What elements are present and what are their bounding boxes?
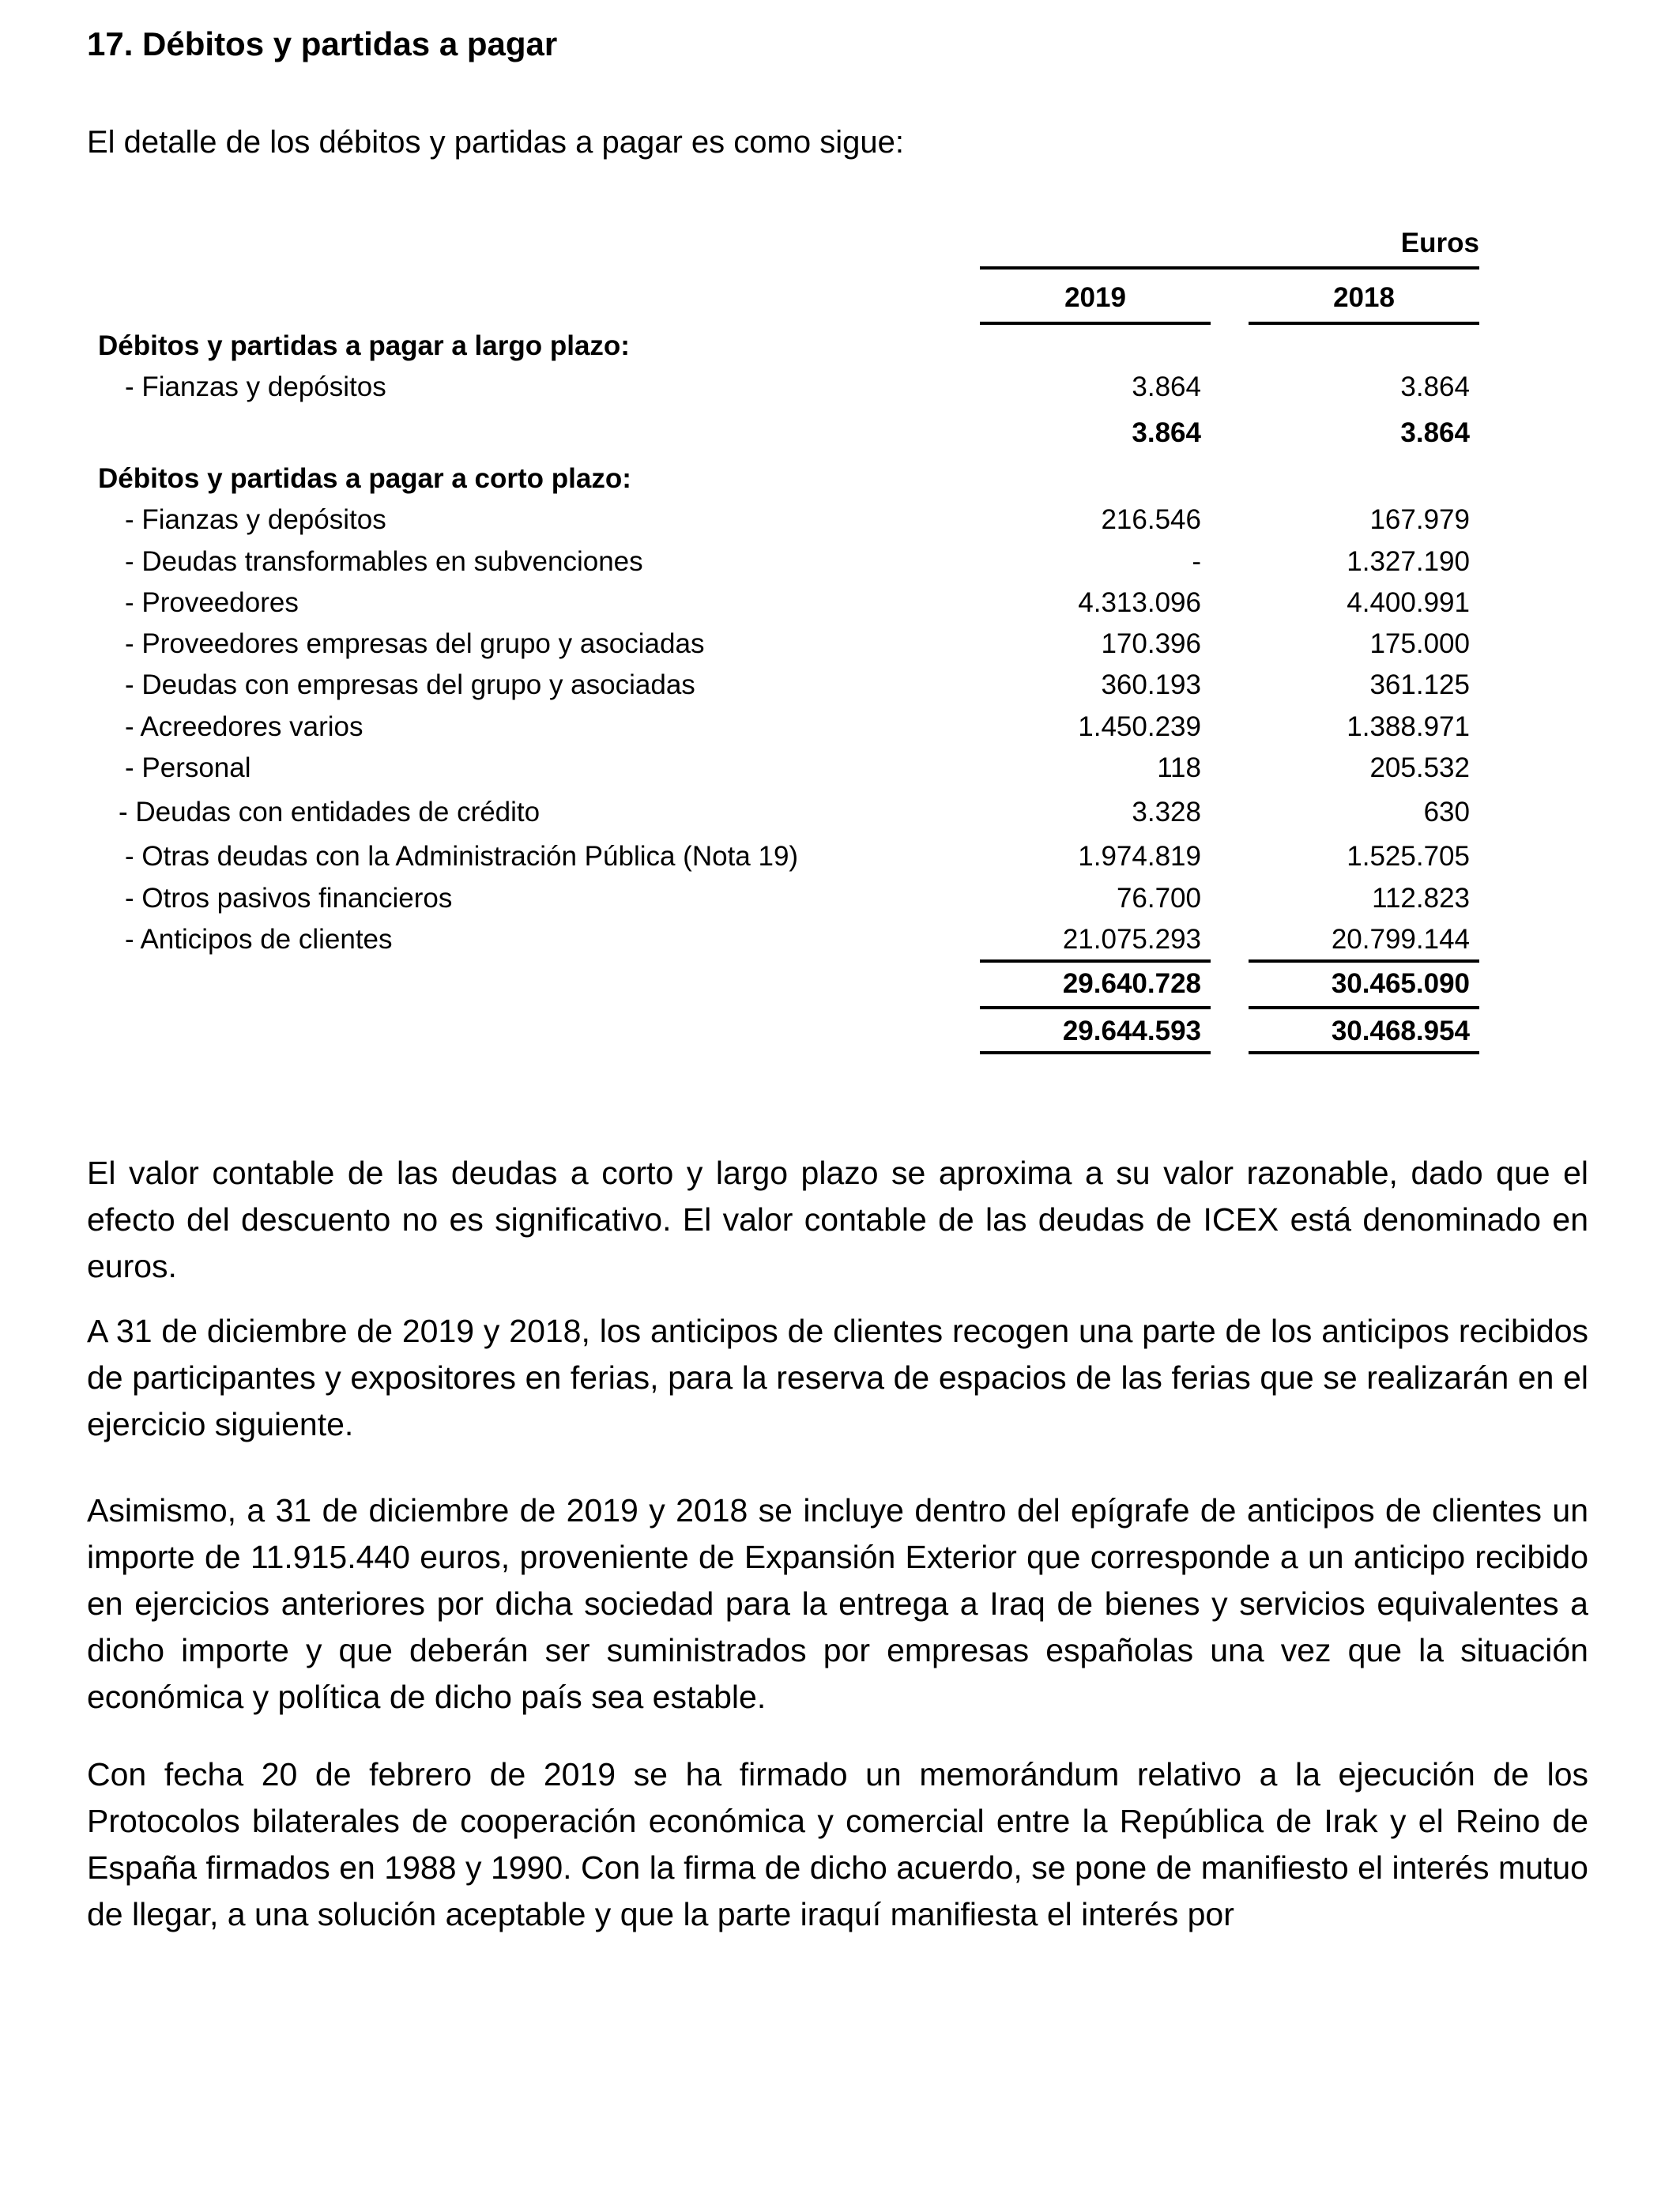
table-cell-2018: 112.823: [1372, 883, 1470, 914]
table-cell-2019: 1.450.239: [1078, 711, 1201, 742]
table-row-label: - Personal: [125, 752, 251, 783]
grand-total-2019: 29.644.593: [1062, 1016, 1201, 1046]
table-row-label: - Deudas con empresas del grupo y asociadas: [125, 669, 695, 700]
table-row-label: - Acreedores varios: [125, 711, 363, 742]
table-cell-2018: 205.532: [1369, 752, 1470, 783]
short-term-title: Débitos y partidas a pagar a corto plazo:: [98, 463, 631, 494]
table-cell-2019: 118: [1157, 752, 1201, 783]
table-row-label: - Anticipos de clientes: [125, 924, 393, 955]
short-term-subtotal-2018: 30.465.090: [1331, 968, 1470, 999]
table-cell-2019: -: [1192, 546, 1201, 577]
table-cell-2018: 1.327.190: [1347, 546, 1470, 577]
table-cell-2019: 21.075.293: [1062, 924, 1201, 955]
table-cell-2018: 20.799.144: [1331, 924, 1470, 955]
total-rule-bottom-2018: [1249, 1051, 1479, 1054]
total-rule-bottom-2019: [980, 1051, 1211, 1054]
total-rule-top-2018: [1249, 1006, 1479, 1009]
subtotal-rule-2019: [980, 959, 1211, 963]
table-row-label: - Otros pasivos financieros: [125, 883, 453, 914]
table-row-label: - Proveedores empresas del grupo y asociadas: [125, 628, 705, 659]
table-row-label: - Otras deudas con la Administración Pública (Nota 19): [125, 841, 799, 872]
short-term-subtotal-2019: 29.640.728: [1062, 968, 1201, 999]
table-cell-2019: 170.396: [1101, 628, 1201, 659]
subtotal-rule-2018: [1249, 959, 1479, 963]
table-cell-2019: 3.328: [1132, 797, 1201, 827]
table-row-label: - Fianzas y depósitos: [125, 371, 386, 402]
year-header-2019: 2019: [1064, 282, 1126, 313]
table-cell-2019: 4.313.096: [1078, 587, 1201, 618]
table-cell-2018: 1.388.971: [1347, 711, 1470, 742]
table-row-label: - Deudas transformables en subvenciones: [125, 546, 643, 577]
long-term-subtotal-2019: 3.864: [1132, 417, 1201, 448]
header-rule-top: [980, 266, 1479, 270]
table-cell-2019: 360.193: [1101, 669, 1201, 700]
section-heading: 17. Débitos y partidas a pagar: [87, 25, 558, 62]
table-cell-2018: 1.525.705: [1347, 841, 1470, 872]
table-cell-2018: 630: [1423, 797, 1470, 827]
table-row-label: - Fianzas y depósitos: [125, 504, 386, 535]
paragraph: Con fecha 20 de febrero de 2019 se ha firmado un memorándum relativo a la ejecución de los Protocolos bilaterales de cooperación económica y comercial entre la República de Irak y el Reino de España firmados en 1988 y 1990. Con la firma de dicho acuerdo, se pone de manifiesto el interés mutuo de llegar, a una solución aceptable y que la parte iraquí manifiesta el interés por: [87, 1756, 1588, 1932]
table-cell-2018: 3.864: [1400, 371, 1470, 402]
year-header-2018: 2018: [1333, 282, 1395, 313]
table-cell-2018: 4.400.991: [1347, 587, 1470, 618]
long-term-title: Débitos y partidas a pagar a largo plazo:: [98, 330, 630, 361]
grand-total-2018: 30.468.954: [1331, 1016, 1470, 1046]
paragraph: El valor contable de las deudas a corto y largo plazo se aproxima a su valor razonable, dado que el efecto del descuento no es significativo. El valor contable de las deudas de ICEX está denominado en euros.: [87, 1155, 1588, 1284]
table-cell-2019: 1.974.819: [1078, 841, 1201, 872]
year-rule-2019: [980, 322, 1211, 325]
table-cell-2019: 76.700: [1116, 883, 1201, 914]
total-rule-top-2019: [980, 1006, 1211, 1009]
intro-text: El detalle de los débitos y partidas a pagar es como sigue:: [87, 125, 904, 160]
paragraph: A 31 de diciembre de 2019 y 2018, los anticipos de clientes recogen una parte de los anticipos recibidos de participantes y expositores en ferias, para la reserva de espacios de las ferias que se realizarán en el ejercicio siguiente.: [87, 1313, 1588, 1442]
table-cell-2018: 361.125: [1369, 669, 1470, 700]
units-label: Euros: [1400, 228, 1479, 258]
table-cell-2018: 175.000: [1369, 628, 1470, 659]
paragraph: Asimismo, a 31 de diciembre de 2019 y 2018 se incluye dentro del epígrafe de anticipos de clientes un importe de 11.915.440 euros, proveniente de Expansión Exterior que corresponde a un anticipo recibido en ejercicios anteriores por dicha sociedad para la entrega a Iraq de bienes y servicios equivalentes a dicho importe y que deberán ser suministrados por empresas españolas una vez que la situación económica y política de dicho país sea estable.: [87, 1492, 1588, 1715]
table-cell-2018: 167.979: [1369, 504, 1470, 535]
long-term-subtotal-2018: 3.864: [1400, 417, 1470, 448]
table-row-label: - Deudas con entidades de crédito: [119, 797, 541, 827]
table-cell-2019: 216.546: [1101, 504, 1201, 535]
table-row-label: - Proveedores: [125, 587, 299, 618]
table-cell-2019: 3.864: [1132, 371, 1201, 402]
year-rule-2018: [1249, 322, 1479, 325]
